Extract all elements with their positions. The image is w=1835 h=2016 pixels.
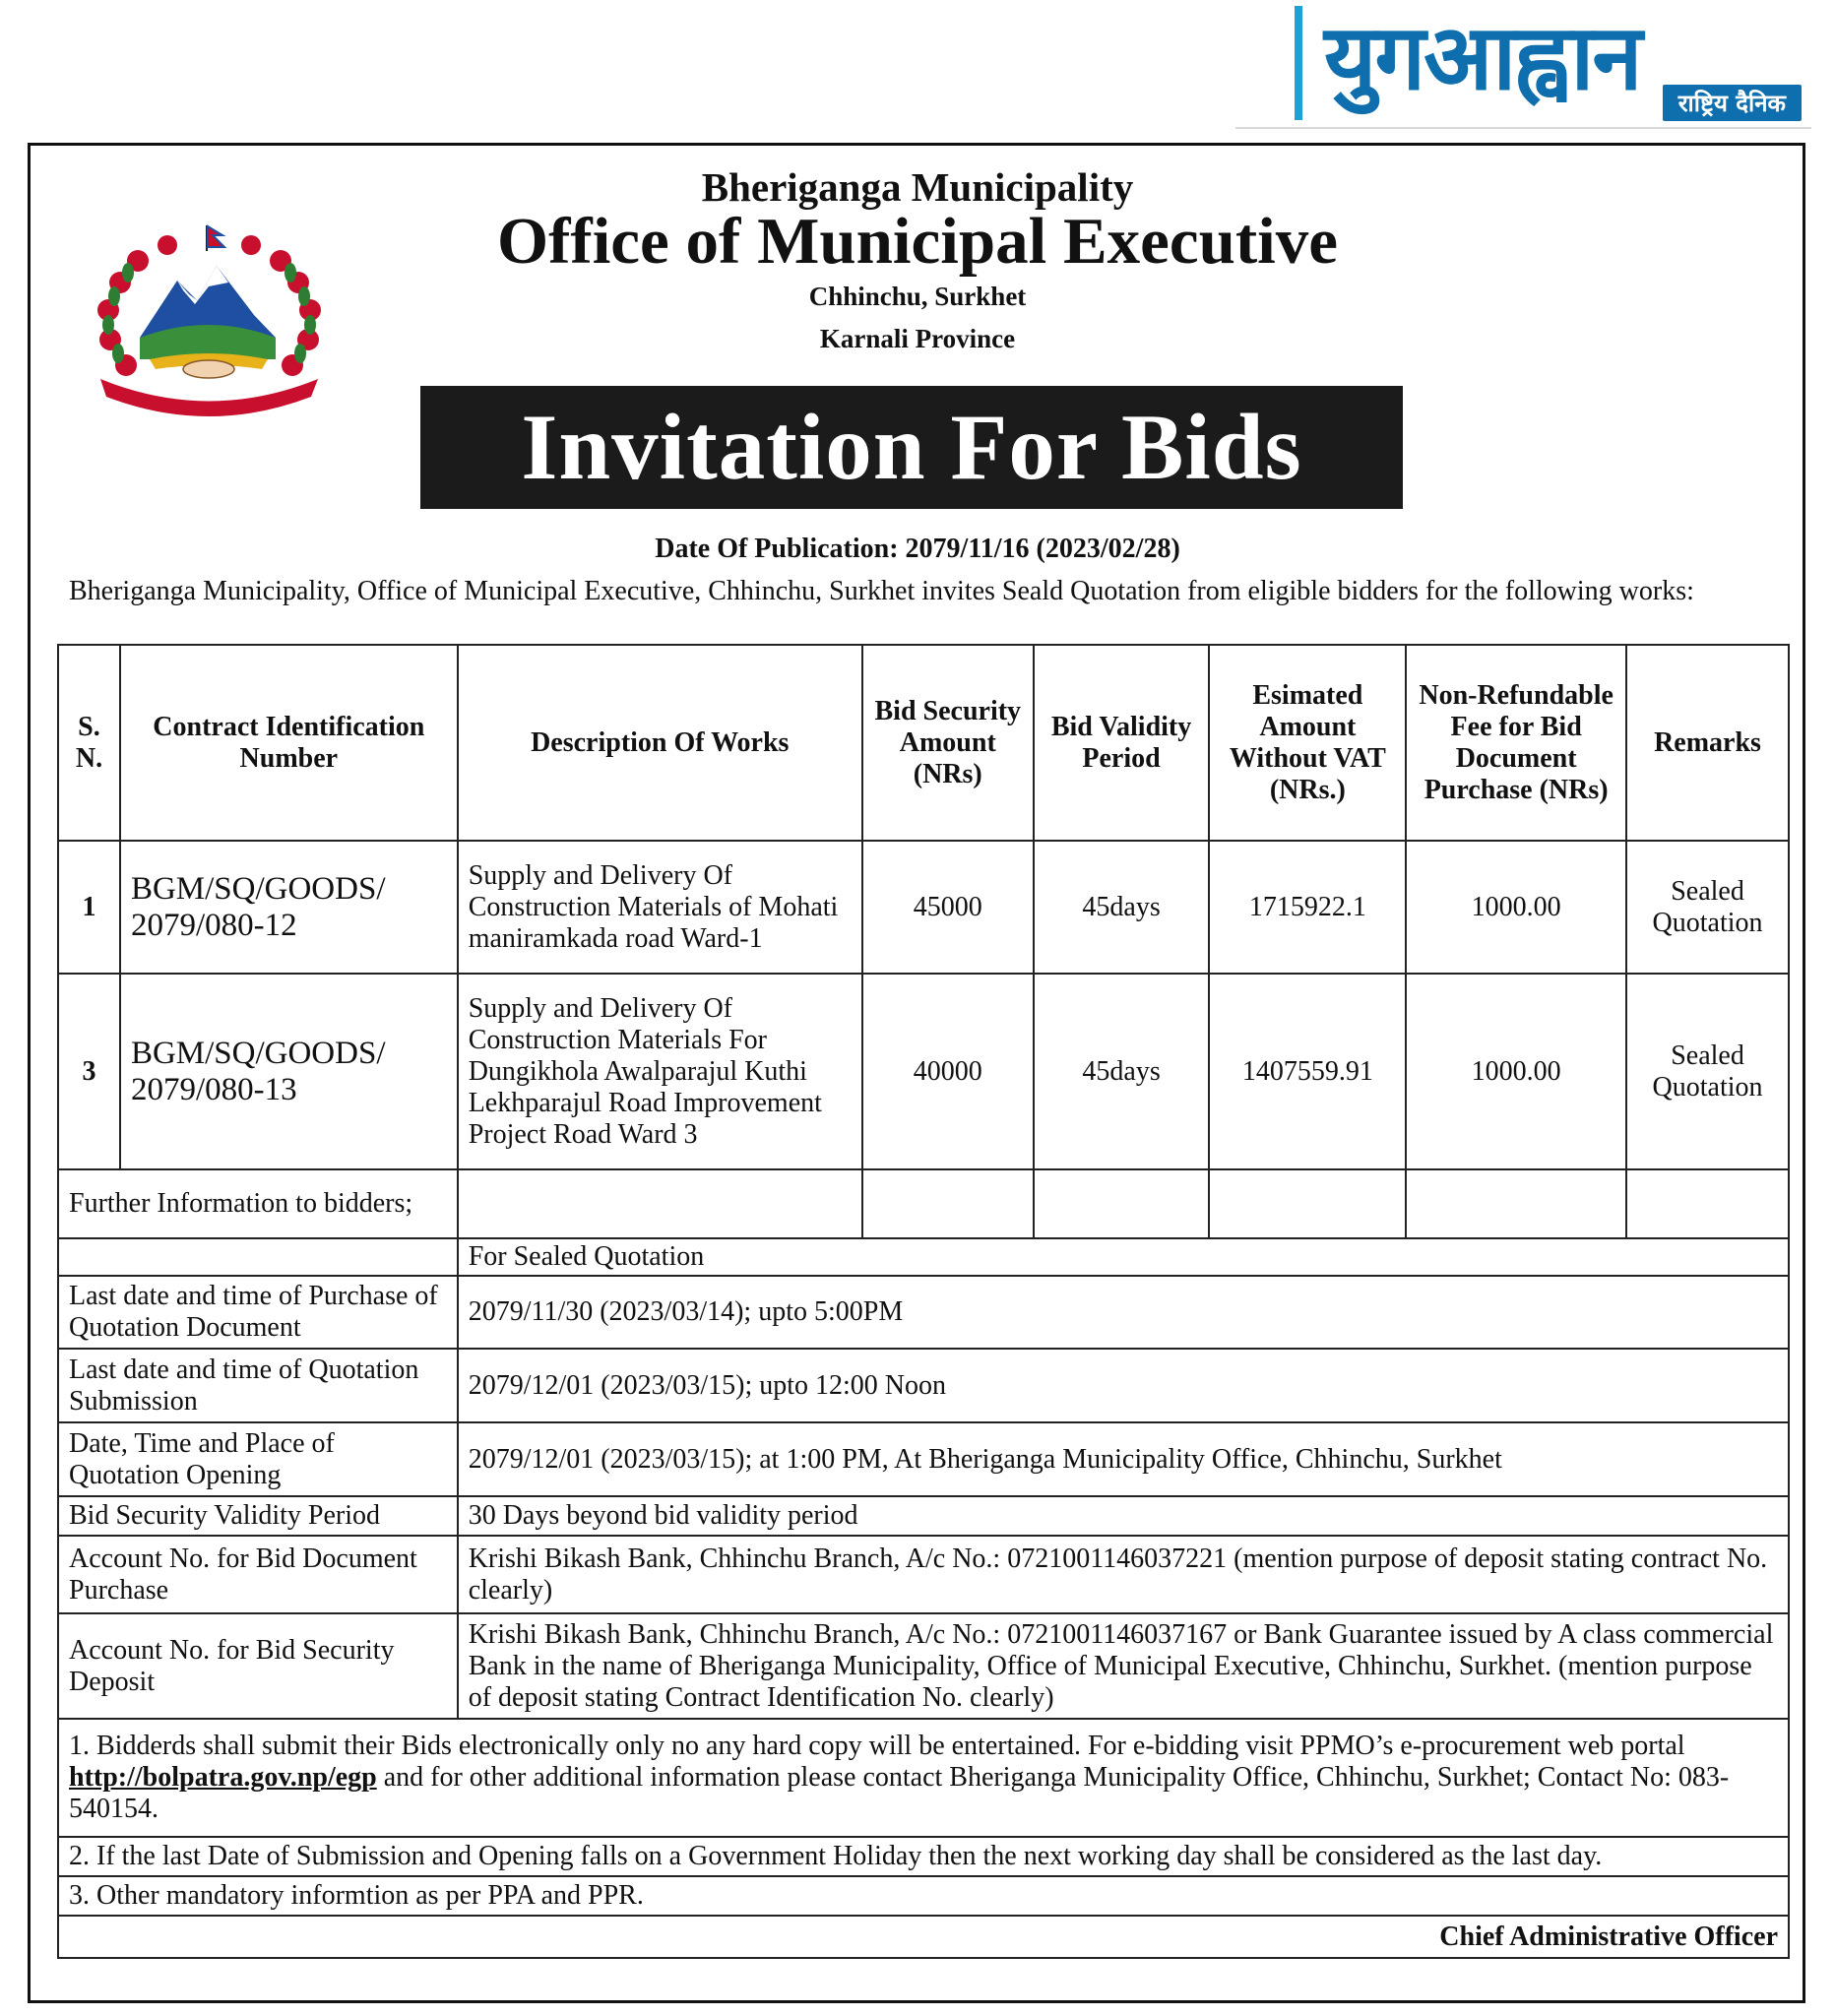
table-header-row — [58, 645, 1789, 841]
publication-date: Date Of Publication: 2079/11/16 (2023/02/28) — [655, 534, 1180, 564]
header-sn: S. N. — [58, 645, 120, 841]
note-1-contact: and for other additional information please contact Bheriganga Municipality Office, Chhinchu, Surkhet; Contact No: 083-540154. — [69, 1762, 1730, 1824]
masthead-subtitle: राष्ट्रिय दैनिक — [1663, 85, 1802, 121]
invitation-banner: Invitation For Bids — [420, 386, 1403, 509]
header-description: Description Of Works — [458, 645, 862, 841]
note-2: 2. If the last Date of Submission and Opening falls on a Government Holiday then the next working day shall be considered as the last day. — [58, 1837, 1789, 1876]
row-bid-security: 40000 — [862, 974, 1034, 1169]
office-name: Office of Municipal Executive — [496, 205, 1339, 278]
empty-cell — [862, 1169, 1034, 1238]
row-description: Supply and Delivery Of Construction Materials of Mohati maniramkada road Ward-1 — [458, 841, 862, 974]
empty-cell — [1209, 1169, 1406, 1238]
row-description: Supply and Delivery Of Construction Materials For Dungikhola Awalparajul Kuthi Lekhparajul Road Improvement Project Road Ward 3 — [458, 974, 862, 1169]
info-label: Last date and time of Quotation Submission — [58, 1349, 458, 1422]
row-sn: 1 — [58, 841, 120, 974]
row-remarks: Sealed Quotation — [1626, 841, 1789, 974]
header-fee: Non-Refundable Fee for Bid Document Purchase (NRs) — [1406, 645, 1626, 841]
masthead-title: युगआह्वान — [1324, 5, 1641, 110]
header-bid-security: Bid Security Amount (NRs) — [862, 645, 1034, 841]
row-contract-id: BGM/SQ/GOODS/ 2079/080-12 — [120, 841, 458, 974]
note-row — [58, 1876, 1789, 1916]
header-validity: Bid Validity Period — [1034, 645, 1210, 841]
info-value: Krishi Bikash Bank, Chhinchu Branch, A/c No.: 0721001146037221 (mention purpose of deposit stating contract No. clearly) — [458, 1536, 1789, 1613]
info-label: Account No. for Bid Security Deposit — [58, 1613, 458, 1719]
row-fee: 1000.00 — [1406, 974, 1626, 1169]
info-label: Account No. for Bid Document Purchase — [58, 1536, 458, 1613]
section-title: For Sealed Quotation — [458, 1238, 1789, 1276]
further-info-row — [58, 1169, 1789, 1238]
masthead-accent-bar — [1295, 6, 1302, 120]
office-location: Chhinchu, Surkhet — [808, 282, 1027, 311]
egp-portal-link[interactable]: http://bolpatra.gov.np/egp — [69, 1762, 377, 1793]
info-label: Bid Security Validity Period — [58, 1496, 458, 1536]
info-value: 2079/11/30 (2023/03/14); upto 5:00PM — [458, 1276, 1789, 1349]
province-name: Karnali Province — [819, 324, 1016, 353]
row-sn: 3 — [58, 974, 120, 1169]
header-remarks: Remarks — [1626, 645, 1789, 841]
note-1 — [58, 1719, 1789, 1837]
row-remarks: Sealed Quotation — [1626, 974, 1789, 1169]
info-row — [58, 1276, 1789, 1349]
info-value: Krishi Bikash Bank, Chhinchu Branch, A/c No.: 0721001146037167 or Bank Guarantee issued by A class commercial Bank in the name of Bheriganga Municipality, Office of Municipal Executive, Chhinchu, Surkhet. (mention purpose of deposit stating Contract Identification No. clearly) — [458, 1613, 1789, 1719]
empty-cell — [1626, 1169, 1789, 1238]
row-bid-security: 45000 — [862, 841, 1034, 974]
further-info-label: Further Information to bidders; — [58, 1169, 458, 1238]
empty-cell — [1034, 1169, 1210, 1238]
info-value: 30 Days beyond bid validity period — [458, 1496, 1789, 1536]
info-row — [58, 1349, 1789, 1422]
signature: Chief Administrative Officer — [58, 1916, 1789, 1958]
table-row — [58, 974, 1789, 1169]
note-row — [58, 1837, 1789, 1876]
row-validity: 45days — [1034, 974, 1210, 1169]
row-estimated: 1407559.91 — [1209, 974, 1406, 1169]
row-contract-id: BGM/SQ/GOODS/ 2079/080-13 — [120, 974, 458, 1169]
info-row — [58, 1536, 1789, 1613]
info-row — [58, 1422, 1789, 1496]
info-label: Last date and time of Purchase of Quotation Document — [58, 1276, 458, 1349]
empty-cell — [1406, 1169, 1626, 1238]
empty-cell — [458, 1169, 862, 1238]
header-contract-id: Contract Identification Number — [120, 645, 458, 841]
empty-cell — [58, 1238, 458, 1276]
newspaper-masthead — [1235, 0, 1811, 131]
info-row — [58, 1496, 1789, 1536]
info-value: 2079/12/01 (2023/03/15); upto 12:00 Noon — [458, 1349, 1789, 1422]
bids-table — [57, 644, 1790, 1959]
info-value: 2079/12/01 (2023/03/15); at 1:00 PM, At Bheriganga Municipality Office, Chhinchu, Surkhet — [458, 1422, 1789, 1496]
row-validity: 45days — [1034, 841, 1210, 974]
note-3: 3. Other mandatory informtion as per PPA and PPR. — [58, 1876, 1789, 1916]
section-title-row — [58, 1238, 1789, 1276]
info-label: Date, Time and Place of Quotation Opening — [58, 1422, 458, 1496]
note-1-text: 1. Bidderds shall submit their Bids electronically only no any hard copy will be entertained. For e-bidding visit PPMO’s e-procurement web portal — [69, 1731, 1685, 1761]
row-fee: 1000.00 — [1406, 841, 1626, 974]
intro-paragraph: Bheriganga Municipality, Office of Municipal Executive, Chhinchu, Surkhet invites Seald Quotation from eligible bidders for the following works: — [69, 576, 1694, 606]
signature-row — [58, 1916, 1789, 1958]
row-estimated: 1715922.1 — [1209, 841, 1406, 974]
info-row — [58, 1613, 1789, 1719]
table-row — [58, 841, 1789, 974]
municipality-name: Bheriganga Municipality — [701, 164, 1134, 210]
header-estimated: Esimated Amount Without VAT (NRs.) — [1209, 645, 1406, 841]
masthead-divider — [1235, 127, 1811, 129]
note-row — [58, 1719, 1789, 1837]
